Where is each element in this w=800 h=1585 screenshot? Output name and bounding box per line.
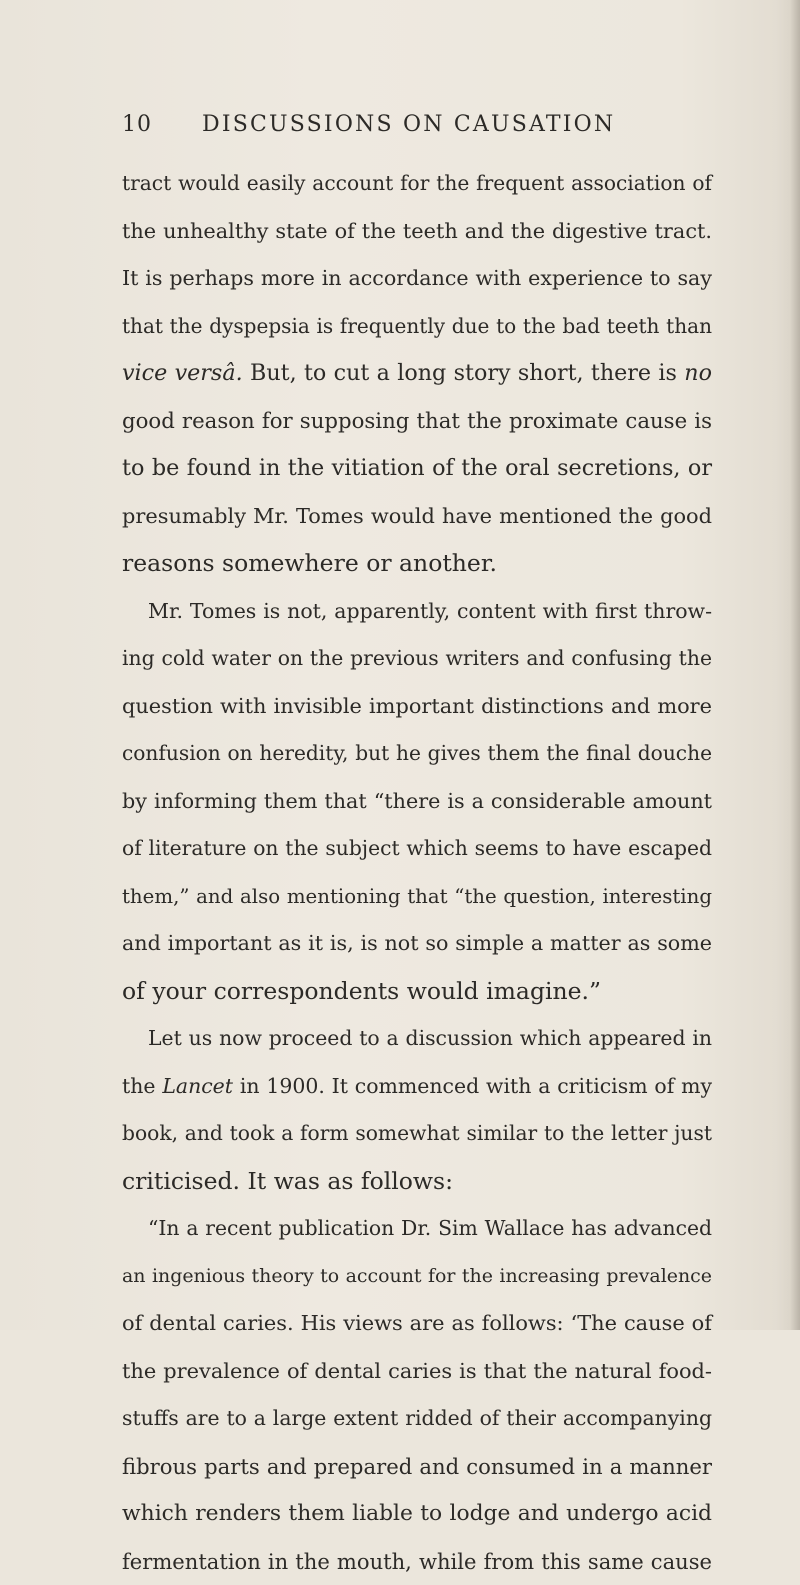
text-line: them,” and also mentioning that “the question, interesting [122,873,712,921]
text-line: fermentation in the mouth, while from this same cause [122,1538,712,1585]
text-line: good reason for supposing that the proximate cause is [122,398,712,446]
text-line: vice versâ. But, to cut a long story short, there is no [122,350,712,398]
page-number: 10 [122,112,152,137]
italic-phrase: vice versâ. [122,360,243,386]
text-line: reasons somewhere or another. [122,540,712,588]
text-line: presumably Mr. Tomes would have mentioned the good [122,493,712,541]
paragraph-start-line: “In a recent publication Dr. Sim Wallace has advanced [122,1205,712,1253]
running-head: DISCUSSIONS ON CAUSATION [202,112,615,137]
italic-journal-title: Lancet [162,1074,233,1098]
italic-word: no [684,360,712,386]
paragraph-start-line: Let us now proceed to a discussion which appeared in [122,1015,712,1063]
text-line: the unhealthy state of the teeth and the digestive tract. [122,208,712,256]
text-line: of literature on the subject which seems to have escaped [122,825,712,873]
text-line: stuffs are to a large extent ridded of their accompanying [122,1395,712,1443]
text-line: criticised. It was as follows: [122,1158,712,1206]
text-line: the Lancet in 1900. It commenced with a criticism of my [122,1063,712,1111]
body-text [122,160,712,1585]
text-line: question with invisible important distinctions and more [122,683,712,731]
page-edge-shadow [790,0,800,1330]
text-line: by informing them that “there is a considerable amount [122,778,712,826]
text-line: ing cold water on the previous writers and confusing the [122,635,712,683]
text-line: of dental caries. His views are as follows: ‘The cause of [122,1300,712,1348]
text-line: tract would easily account for the frequent association of [122,160,712,208]
page-header [122,112,722,152]
text-line: that the dyspepsia is frequently due to the bad teeth than [122,303,712,351]
text-line: to be found in the vitiation of the oral secretions, or [122,445,712,493]
text-line: an ingenious theory to account for the increasing prevalence [122,1253,712,1301]
text-line: the prevalence of dental caries is that the natural food- [122,1348,712,1396]
text-line: confusion on heredity, but he gives them the final douche [122,730,712,778]
text-line: which renders them liable to lodge and undergo acid [122,1490,712,1538]
text-line: and important as it is, is not so simple a matter as some [122,920,712,968]
text-line: book, and took a form somewhat similar to the letter just [122,1110,712,1158]
text-line: of your correspondents would imagine.” [122,968,712,1016]
paragraph-start-line: Mr. Tomes is not, apparently, content with first throw- [122,588,712,636]
text-line: fibrous parts and prepared and consumed in a manner [122,1443,712,1491]
text-line: It is perhaps more in accordance with experience to say [122,255,712,303]
